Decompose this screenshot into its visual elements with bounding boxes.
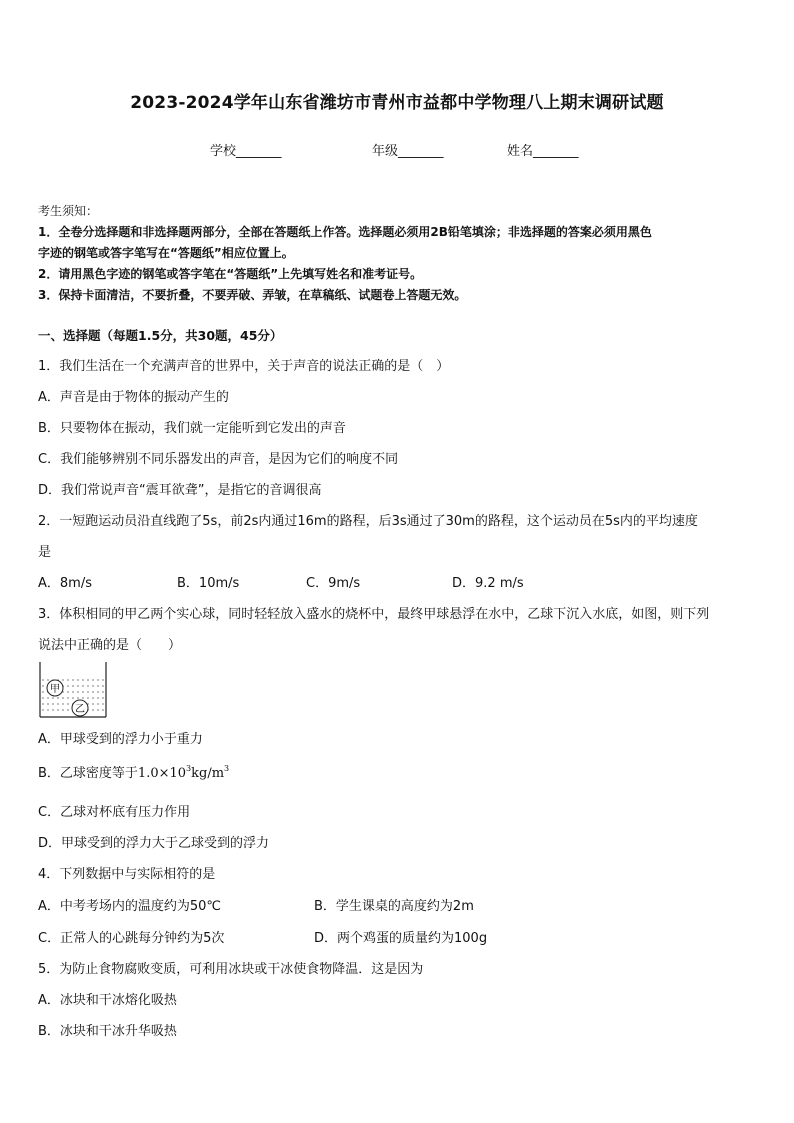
formula-exp: 3 (186, 764, 192, 773)
question-1-option-d[interactable]: D．我们常说声音“震耳欲聋”，是指它的音调很高 (38, 483, 322, 498)
question-3-option-a[interactable]: A．甲球受到的浮力小于重力 (38, 732, 203, 747)
question-1-option-c[interactable]: C．我们能够辨别不同乐器发出的声音，是因为它们的响度不同 (38, 452, 399, 467)
question-2-option-b[interactable]: B．10m/s (177, 576, 240, 591)
question-3-option-c[interactable]: C．乙球对杯底有压力作用 (38, 805, 191, 820)
question-2-option-c[interactable]: C．9m/s (306, 576, 361, 591)
question-5-option-b[interactable]: B．冰块和干冰升华吸热 (38, 1024, 177, 1039)
ball-jia-label: 甲 (50, 684, 60, 695)
question-1-stem: 1．我们生活在一个充满声音的世界中，关于声音的说法正确的是（ ） (38, 359, 450, 374)
option-b-text: B．乙球密度等于 (38, 766, 138, 781)
notice-heading: 考生须知： (38, 204, 99, 218)
formula-unit-exp: 3 (224, 764, 230, 773)
question-2-option-d[interactable]: D．9.2 m/s (452, 576, 524, 591)
name-field[interactable]: 姓名_______ (507, 144, 579, 159)
notice-item: 2．请用黑色字迹的钢笔或答字笔在“答题纸”上先填写姓名和准考证号。 (38, 267, 423, 281)
notice-item: 字迹的钢笔或答字笔写在“答题纸”相应位置上。 (38, 246, 294, 260)
question-4-option-c[interactable]: C．正常人的心跳每分钟约为5次 (38, 931, 225, 946)
formula-unit: kg/m (191, 766, 225, 781)
notice-item: 1．全卷分选择题和非选择题两部分，全部在答题纸上作答。选择题必须用2B铅笔填涂；非选择题的答案必须用黑色 (38, 225, 652, 239)
question-2-stem: 2．一短跑运动员沿直线跑了5s，前2s内通过16m的路程，后3s通过了30m的路程，这个运动员在5s内的平均速度 (38, 514, 698, 529)
question-4-option-b[interactable]: B．学生课桌的高度约为2m (314, 899, 474, 914)
question-3-option-d[interactable]: D．甲球受到的浮力大于乙球受到的浮力 (38, 836, 270, 851)
exam-notice (38, 201, 758, 306)
question-2-stem-cont: 是 (38, 545, 52, 560)
grade-field[interactable]: 年级_______ (372, 144, 444, 159)
ball-yi-label: 乙 (75, 704, 85, 715)
school-field[interactable]: 学校_______ (210, 144, 282, 159)
question-3-stem-cont: 说法中正确的是（ ） (38, 638, 182, 653)
question-5-option-a[interactable]: A．冰块和干冰熔化吸热 (38, 993, 177, 1008)
section-heading: 一、选择题（每题1.5分，共30题，45分） (38, 328, 283, 343)
question-1-option-a[interactable]: A．声音是由于物体的振动产生的 (38, 390, 229, 405)
formula-base: 1.0×10 (137, 766, 187, 781)
question-1-option-b[interactable]: B．只要物体在振动，我们就一定能听到它发出的声音 (38, 421, 346, 436)
question-4-option-d[interactable]: D．两个鸡蛋的质量约为100g (314, 931, 488, 946)
question-4-option-a[interactable]: A．中考考场内的温度约为50℃ (38, 899, 222, 914)
question-2-option-a[interactable]: A．8m/s (38, 576, 92, 591)
question-5-stem: 5．为防止食物腐败变质，可利用冰块或干冰使食物降温．这是因为 (38, 962, 424, 977)
notice-item: 3．保持卡面清洁，不要折叠，不要弄破、弄皱，在草稿纸、试题卷上答题无效。 (38, 288, 467, 302)
question-3-option-b[interactable] (38, 762, 229, 781)
question-3-stem: 3．体积相同的甲乙两个实心球，同时轻轻放入盛水的烧杯中，最终甲球悬浮在水中，乙球下沉入水底，如图，则下列 (38, 607, 710, 622)
question-4-stem: 4．下列数据中与实际相符的是 (38, 867, 216, 882)
density-formula (138, 766, 229, 781)
document-title: 2023-2024学年山东省潍坊市青州市益都中学物理八上期末调研试题 (130, 93, 664, 113)
beaker-figure (38, 660, 110, 720)
